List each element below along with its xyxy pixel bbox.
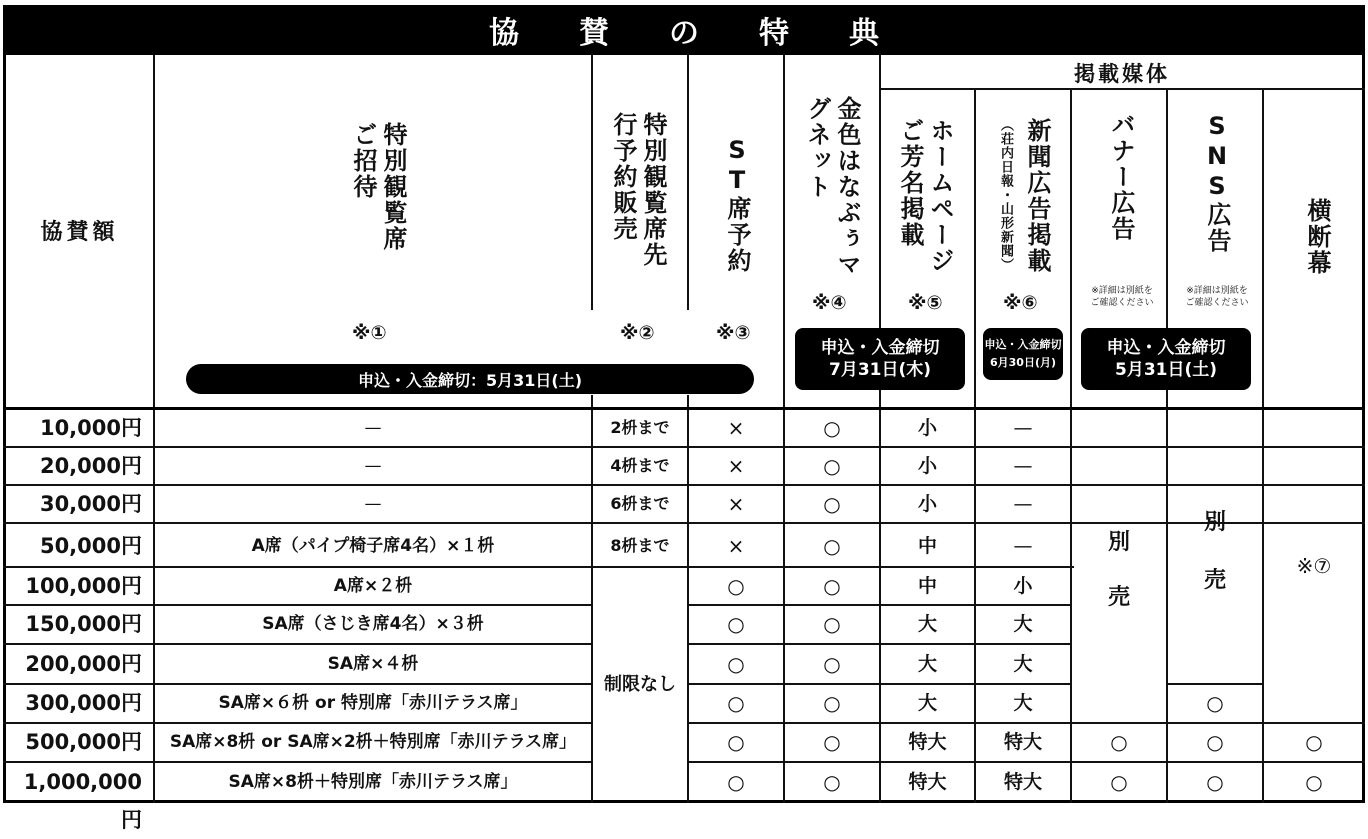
cell-invite: SA席×8枡＋特別席「赤川テラス席」 — [228, 772, 518, 792]
row-amount: 1,000,000円 — [23, 770, 142, 832]
cell-st: × — [727, 492, 745, 516]
header-special-presale: 特別観覧席先行予約販売 — [609, 112, 667, 268]
deadline-news-line1: 申込・入金締切 — [984, 338, 1062, 351]
cell-hp: 小 — [917, 455, 937, 477]
cell-presale: 2枡まで — [610, 418, 670, 437]
row-amount: 300,000円 — [25, 691, 142, 715]
note-4: ※④ — [812, 292, 847, 314]
title-char: 賛 — [579, 16, 609, 51]
title-char: 典 — [849, 16, 879, 51]
sns-note-line2: ご確認ください — [1185, 298, 1249, 308]
title-char: 特 — [759, 16, 789, 51]
header-magnet: 金色はなぶぅマグネット — [803, 96, 861, 278]
cell-news: 大 — [1013, 692, 1033, 714]
cell-magnet: ○ — [823, 652, 841, 676]
cell-news: — — [1013, 535, 1033, 557]
cell-news: 大 — [1013, 653, 1033, 675]
cell-st: ○ — [727, 730, 745, 754]
deadline-magnet-line1: 申込・入金締切 — [820, 338, 940, 358]
cell-banner: ○ — [1110, 730, 1128, 754]
deadline-magnet-line2: 7月31日(木) — [828, 360, 932, 380]
header-media-group: 掲載媒体 — [1074, 62, 1170, 86]
cell-magnet: ○ — [823, 730, 841, 754]
cell-news: 小 — [1013, 575, 1033, 597]
row-amount: 30,000円 — [39, 492, 142, 516]
row-amount: 50,000円 — [39, 534, 142, 558]
page-title — [3, 5, 1365, 55]
header-st-reserve: ST席予約 — [723, 136, 751, 274]
sns-betsu-1: 別 — [1203, 509, 1226, 535]
banner-note-line2: ご確認ください — [1090, 298, 1154, 308]
cell-st: × — [727, 416, 745, 440]
note-6: ※⑥ — [1003, 292, 1038, 314]
cell-cloth: ○ — [1305, 730, 1323, 754]
sns-betsu-2: 売 — [1203, 567, 1226, 593]
grid-line — [591, 55, 593, 310]
cell-sns: ○ — [1206, 730, 1224, 754]
row-amount: 100,000円 — [25, 574, 142, 598]
cell-magnet: ○ — [823, 492, 841, 516]
cell-st: ○ — [727, 691, 745, 715]
cell-st: ○ — [727, 612, 745, 636]
deadline-main: 申込・入金締切：5月31日(土) — [186, 364, 754, 394]
deadline-newspaper — [983, 328, 1063, 380]
title-char: の — [669, 16, 699, 51]
deadline-media — [1081, 328, 1251, 390]
header-newspaper-sub: （荘内日報・山形新聞） — [998, 118, 1013, 272]
cell-news: 特大 — [1003, 771, 1042, 793]
cell-hp: 特大 — [908, 731, 947, 753]
cell-hp: 大 — [917, 613, 937, 635]
cell-magnet: ○ — [823, 770, 841, 794]
banner-note-line1: ※詳細は別紙を — [1091, 286, 1153, 296]
cell-invite: SA席×8枡 or SA席×2枡＋特別席「赤川テラス席」 — [169, 732, 577, 752]
cell-invite: — — [364, 494, 382, 514]
header-banner-cloth: 横断幕 — [1303, 198, 1331, 276]
cell-st: ○ — [727, 652, 745, 676]
note-5: ※⑤ — [908, 292, 943, 314]
cell-presale: 4枡まで — [610, 456, 670, 475]
row-amount: 200,000円 — [25, 652, 142, 676]
cell-st: × — [727, 534, 745, 558]
cell-banner: ○ — [1110, 770, 1128, 794]
cell-presale: 8枡まで — [610, 536, 670, 555]
cell-invite: SA席（さじき席4名）×３枡 — [262, 614, 484, 634]
cell-hp: 中 — [917, 575, 937, 597]
cell-hp: 特大 — [908, 771, 947, 793]
sns-note-line1: ※詳細は別紙を — [1186, 286, 1248, 296]
title-char: 協 — [489, 16, 519, 51]
header-sns: SNS広告 — [1203, 112, 1231, 254]
note-1: ※① — [352, 322, 387, 344]
cell-hp: 大 — [917, 692, 937, 714]
cell-news: — — [1013, 455, 1033, 477]
cell-magnet: ○ — [823, 416, 841, 440]
banner-note — [1079, 285, 1165, 309]
cell-magnet: ○ — [823, 454, 841, 478]
row-amount: 500,000円 — [25, 730, 142, 754]
header-hp-name: ホームページご芳名掲載 — [896, 118, 954, 274]
note-2: ※② — [620, 322, 655, 344]
cell-invite: — — [364, 418, 382, 438]
cell-news: 特大 — [1003, 731, 1042, 753]
header-newspaper: 新聞広告掲載 — [1023, 118, 1051, 274]
cell-invite: SA席×６枡 or 特別席「赤川テラス席」 — [218, 693, 528, 713]
cell-hp: 小 — [917, 493, 937, 515]
cell-hp: 小 — [917, 417, 937, 439]
cell-news: 大 — [1013, 613, 1033, 635]
deadline-media-line2: 5月31日(土) — [1114, 360, 1218, 380]
cell-invite: — — [364, 456, 382, 476]
cell-sns: ○ — [1206, 691, 1224, 715]
deadline-magnet — [795, 328, 965, 390]
cell-st: × — [727, 454, 745, 478]
note-3: ※③ — [716, 322, 751, 344]
header-banner: バナー広告 — [1107, 112, 1135, 242]
cell-invite: A席（パイプ椅子席4名）×１枡 — [251, 536, 495, 556]
cell-st: ○ — [727, 770, 745, 794]
cell-cloth: ○ — [1305, 770, 1323, 794]
sns-note — [1174, 285, 1260, 309]
row-amount: 20,000円 — [39, 454, 142, 478]
cell-magnet: ○ — [823, 691, 841, 715]
cell-news: — — [1013, 493, 1033, 515]
note-7: ※⑦ — [1296, 554, 1332, 578]
header-amount: 協賛額 — [40, 219, 119, 245]
cell-magnet: ○ — [823, 612, 841, 636]
cell-magnet: ○ — [823, 574, 841, 598]
banner-betsu-1: 別 — [1107, 529, 1130, 555]
cell-invite: A席×２枡 — [333, 576, 413, 596]
cell-st: ○ — [727, 574, 745, 598]
cell-hp: 中 — [917, 535, 937, 557]
row-amount: 10,000円 — [39, 416, 142, 440]
cell-presale: 6枡まで — [610, 494, 670, 513]
cell-hp: 大 — [917, 653, 937, 675]
presale-no-limit: 制限なし — [604, 673, 676, 695]
cell-sns: ○ — [1206, 770, 1224, 794]
cell-news: — — [1013, 417, 1033, 439]
header-special-invite: 特別観覧席ご招待 — [349, 122, 407, 252]
deadline-news-line2: 6月30日(月) — [989, 356, 1057, 369]
cell-magnet: ○ — [823, 534, 841, 558]
deadline-media-line1: 申込・入金締切 — [1106, 338, 1226, 358]
row-amount: 150,000円 — [25, 612, 142, 636]
grid-line — [687, 55, 689, 310]
cell-invite: SA席×４枡 — [327, 654, 419, 674]
banner-betsu-2: 売 — [1107, 584, 1130, 610]
